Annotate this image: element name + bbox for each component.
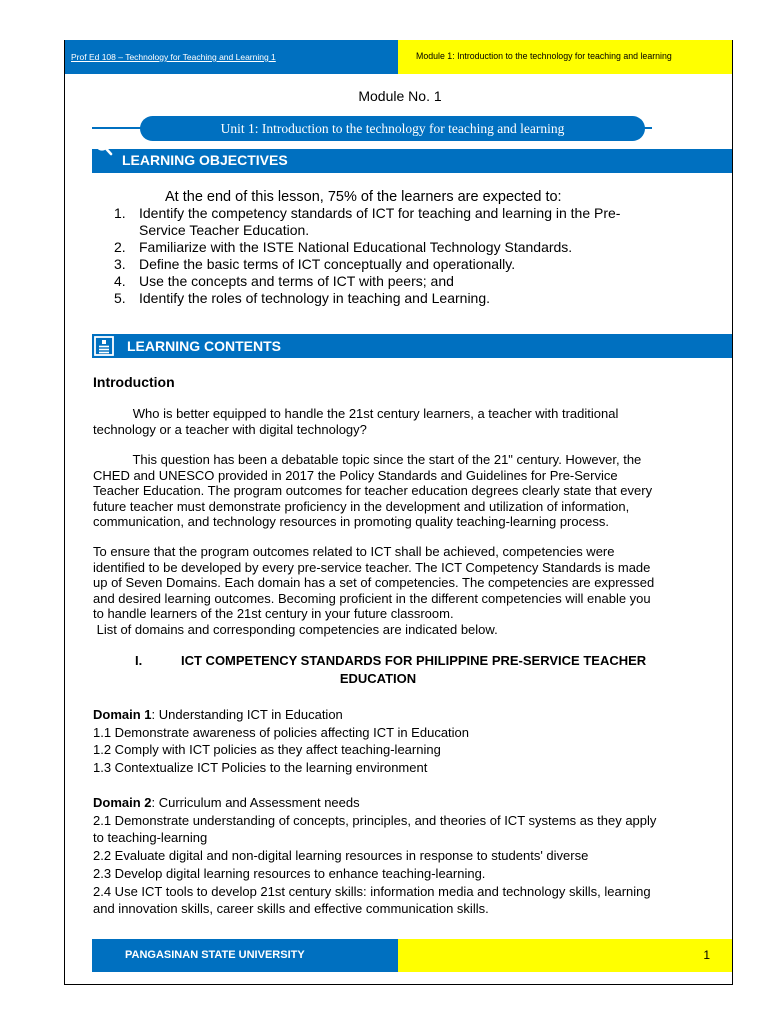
objective-item bbox=[114, 256, 620, 273]
header-module-cell bbox=[398, 40, 732, 74]
module-title: Module 1: Introduction to the technology for teaching and learning bbox=[416, 51, 672, 61]
domain-2-item: 2.2 Evaluate digital and non-digital learning resources in response to students' diverse bbox=[93, 848, 589, 864]
section-title-line-2: EDUCATION bbox=[339, 671, 417, 686]
page-border-right bbox=[732, 40, 733, 985]
domain-1-title: : Understanding ICT in Education bbox=[151, 707, 343, 722]
objective-text: Define the basic terms of ICT conceptually and operationally. bbox=[139, 256, 516, 272]
objective-number: 4. bbox=[114, 273, 126, 289]
intro-paragraph-2: This question has been a debatable topic since the start of the 21" century. However, the CHED and UNESCO provided in 2017 the Policy Standards and Guidelines for Pre-Service Teacher Education. The program outcomes for teacher education degrees clearly state that every future teacher must demonstrate proficiency in the development and utilization of information, communication, and technology resources in promoting quality teaching-learning process. bbox=[93, 452, 653, 529]
objectives-intro: At the end of this lesson, 75% of the learners are expected to: bbox=[165, 189, 562, 205]
domain-2-block bbox=[93, 794, 656, 918]
domain-2-item: 2.1 Demonstrate understanding of concepts, principles, and theories of ICT systems as they apply bbox=[93, 812, 657, 828]
page-number: 1 bbox=[703, 948, 710, 962]
domain-1-item: 1.2 Comply with ICT policies as they affect teaching-learning bbox=[93, 742, 441, 757]
university-name: PANGASINAN STATE UNIVERSITY bbox=[125, 949, 305, 961]
domain-2-item: to teaching-learning bbox=[93, 830, 208, 846]
domain-2-label: Domain 2 bbox=[93, 795, 152, 810]
domain-2-item: 2.4 Use ICT tools to develop 21st century skills: information media and technology skills, learning bbox=[93, 883, 651, 899]
objective-text: Familiarize with the ISTE National Educational Technology Standards. bbox=[139, 239, 573, 255]
document-icon bbox=[93, 335, 115, 357]
objective-text: Identify the competency standards of ICT for teaching and learning in the Pre- bbox=[139, 205, 621, 221]
objective-item bbox=[114, 273, 620, 290]
domain-1-item: 1.3 Contextualize ICT Policies to the learning environment bbox=[93, 759, 428, 775]
domain-2-title: : Curriculum and Assessment needs bbox=[151, 795, 360, 810]
objective-item bbox=[114, 205, 620, 239]
module-number: Module No. 1 bbox=[358, 88, 442, 104]
magnifier-icon bbox=[93, 136, 113, 158]
footer-university-cell bbox=[92, 939, 398, 972]
objective-number: 2. bbox=[114, 239, 126, 255]
objective-text: Service Teacher Education. bbox=[139, 222, 310, 238]
learning-objectives-heading: LEARNING OBJECTIVES bbox=[122, 152, 288, 168]
header-course-cell bbox=[65, 40, 398, 74]
intro-paragraph-3: To ensure that the program outcomes related to ICT shall be achieved, competencies were identified to be developed by every pre-service teacher. The ICT Competency Standards is made up of Seven Domains. Each domain has a set of competencies. The competencies are expressed and desired learning outcomes. Becoming proficient in the different competencies will enable you to handle learners of the 21st century in your future classroom. List of domains and corresponding competencies are indicated below. bbox=[93, 544, 655, 637]
learning-objectives-bar bbox=[92, 149, 732, 173]
unit-title-banner: Unit 1: Introduction to the technology for teaching and learning bbox=[140, 116, 645, 141]
domain-1-item: 1.1 Demonstrate awareness of policies affecting ICT in Education bbox=[93, 724, 470, 740]
section-title-line-1: ICT COMPETENCY STANDARDS FOR PHILIPPINE PRE-SERVICE TEACHER bbox=[181, 653, 647, 668]
footer-page-cell bbox=[398, 939, 732, 972]
objective-number: 3. bbox=[114, 256, 126, 272]
objective-text: Use the concepts and terms of ICT with peers; and bbox=[139, 273, 454, 289]
objective-text: Identify the roles of technology in teaching and Learning. bbox=[139, 290, 491, 306]
page-border-left bbox=[64, 40, 65, 985]
objectives-list bbox=[114, 205, 620, 307]
domain-1-block bbox=[93, 706, 469, 776]
course-link[interactable]: Prof Ed 108 – Technology for Teaching and Learning 1 bbox=[71, 52, 276, 62]
objective-number: 5. bbox=[114, 290, 126, 306]
objective-item bbox=[114, 239, 620, 256]
domain-2-item: 2.3 Develop digital learning resources to enhance teaching-learning. bbox=[93, 865, 486, 881]
intro-paragraph-1: Who is better equipped to handle the 21st century learners, a teacher with traditional technology or a teacher with digital technology? bbox=[93, 406, 619, 437]
learning-contents-bar bbox=[92, 334, 732, 358]
domain-1-label: Domain 1 bbox=[93, 707, 152, 722]
domain-2-item: and innovation skills, career skills and effective communication skills. bbox=[93, 901, 489, 917]
objective-number: 1. bbox=[114, 205, 126, 221]
objective-item bbox=[114, 290, 620, 307]
learning-contents-heading: LEARNING CONTENTS bbox=[127, 338, 281, 354]
introduction-heading: Introduction bbox=[93, 374, 175, 390]
section-number: I. bbox=[135, 653, 143, 668]
page-border-bottom bbox=[64, 984, 733, 985]
